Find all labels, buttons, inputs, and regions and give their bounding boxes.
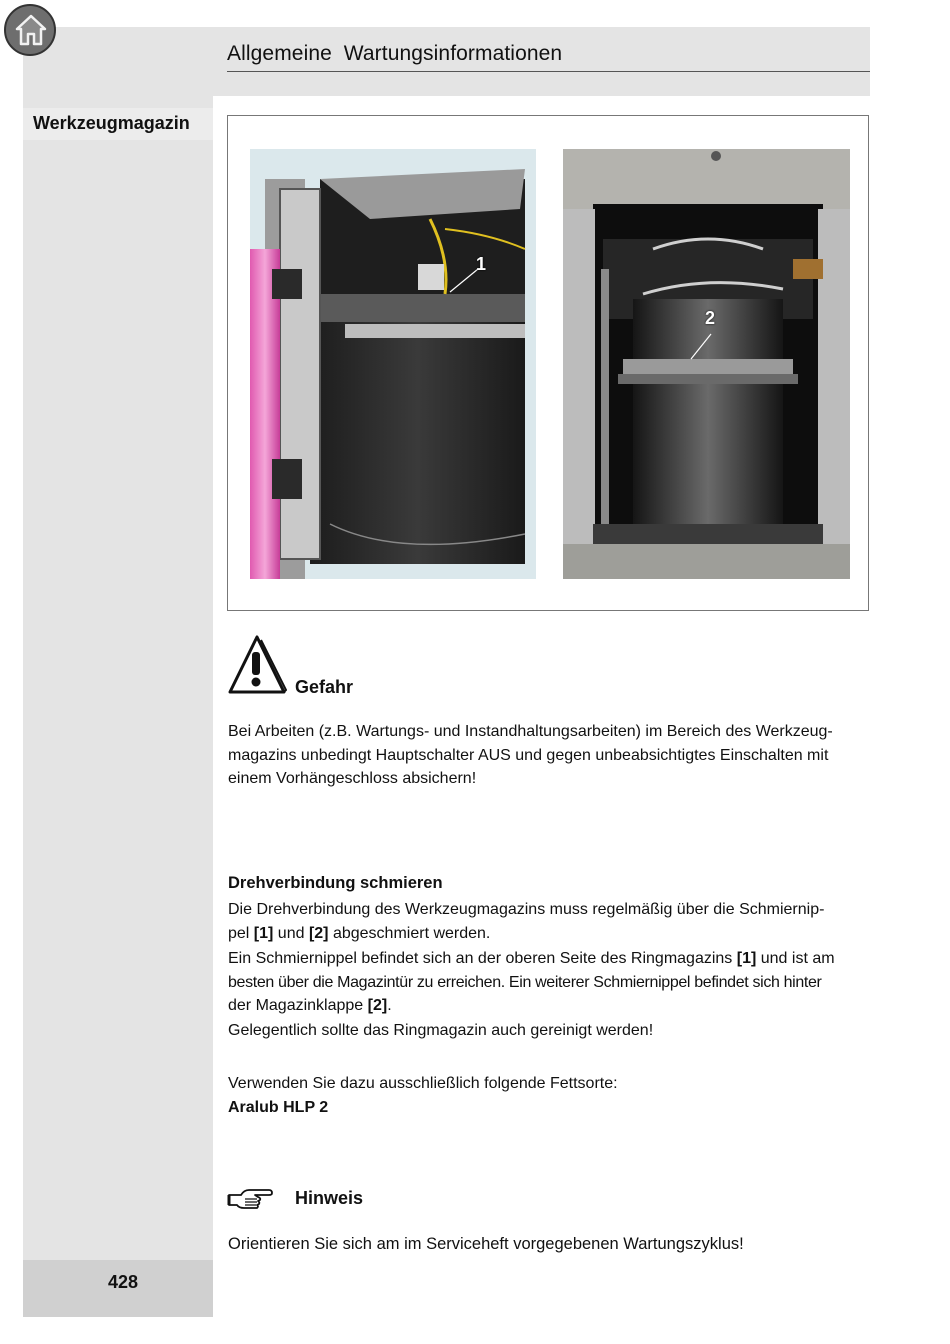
- page-number-box: [23, 1260, 213, 1317]
- reference-2: [2]: [367, 997, 388, 1014]
- text-line: besten über die Magazintür zu erreichen. Ein weiterer Schmiernippel befindet sich hinter: [228, 973, 822, 991]
- section-label: [23, 108, 213, 140]
- photo-magazine-flap: [563, 149, 850, 579]
- cleaning-note: Gelegentlich sollte das Ringmagazin auch gereinigt werden!: [228, 1022, 654, 1039]
- header-divider: [227, 71, 870, 72]
- danger-heading: Gefahr: [295, 677, 354, 697]
- danger-warning-icon: [227, 634, 287, 701]
- reference-2: [2]: [308, 924, 329, 942]
- figure-frame: [227, 115, 869, 611]
- lubrication-paragraph-2: [228, 947, 872, 1018]
- pointing-hand-icon: [227, 1186, 273, 1217]
- callout-2: 2: [705, 308, 716, 328]
- lubrication-paragraph-1: [228, 898, 872, 945]
- home-icon: [14, 13, 48, 47]
- danger-text-line: magazins unbedingt Hauptschalter AUS und gegen unbeabsichtigtes Einschalten mit: [228, 746, 829, 764]
- danger-text-line: Bei Arbeiten (z.B. Wartungs- und Instandhaltungsarbeiten) im Bereich des Werkzeug-: [228, 723, 833, 740]
- danger-text-line: einem Vorhängeschloss absichern!: [228, 770, 477, 787]
- callout-1: 1: [476, 254, 487, 274]
- text-line: Die Drehverbindung des Werkzeugmagazins muss regelmäßig über die Schmiernip-: [228, 901, 825, 918]
- danger-text: [228, 720, 872, 791]
- grease-name: Aralub HLP 2: [228, 1099, 329, 1116]
- lubrication-heading: Drehverbindung schmieren: [228, 874, 443, 892]
- grease-intro: Verwenden Sie dazu ausschließlich folgende Fettsorte:: [228, 1075, 618, 1092]
- reference-1: [1]: [253, 924, 274, 942]
- hint-text: Orientieren Sie sich am im Serviceheft vorgegebenen Wartungszyklus!: [228, 1235, 744, 1253]
- sidebar: [23, 27, 213, 1317]
- text-line: Ein Schmiernippel befindet sich an der oberen Seite des Ringmagazins [1] und ist am: [228, 950, 835, 967]
- reference-1: [1]: [736, 950, 757, 967]
- photo-magazine-door: [250, 149, 536, 579]
- section-label-text: Werkzeugmagazin: [33, 113, 190, 133]
- hint-heading: Hinweis: [295, 1188, 364, 1208]
- text-line: pel [1] und [2] abgeschmiert werden.: [228, 924, 491, 942]
- home-button[interactable]: [4, 4, 56, 56]
- text-line: der Magazinklappe [2].: [228, 997, 392, 1014]
- page-number: 428: [108, 1272, 139, 1292]
- page-title: Allgemeine Wartungsinformationen: [227, 42, 563, 65]
